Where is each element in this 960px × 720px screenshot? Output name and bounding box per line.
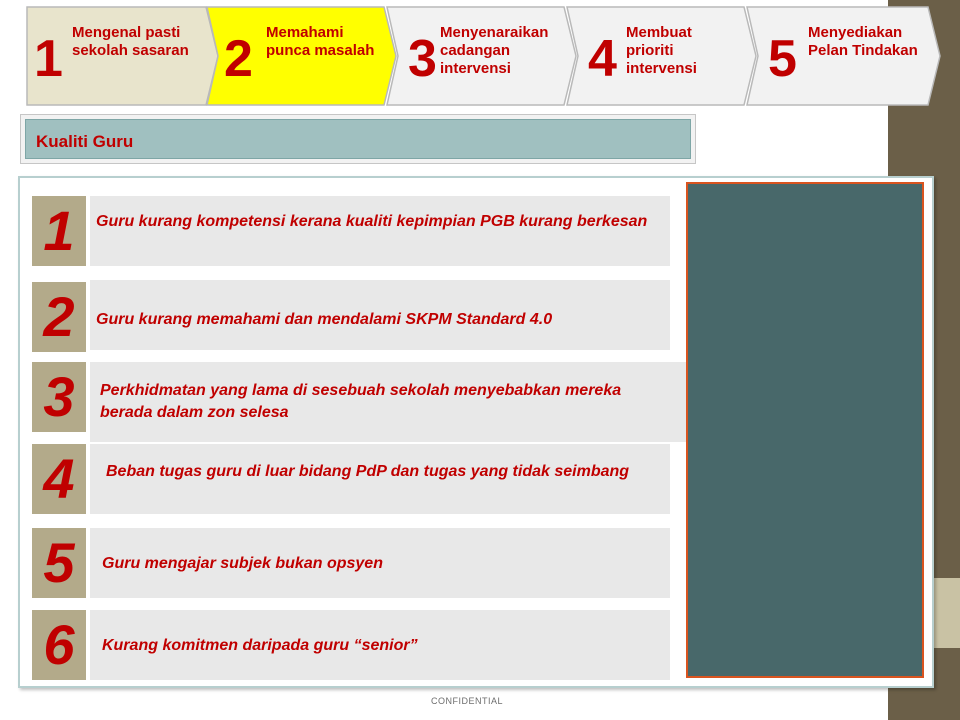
section-title: Kualiti Guru [36, 132, 134, 151]
step-2-label: Memahami punca masalah [266, 24, 375, 59]
cause-text: Kurang komitmen daripada guru “senior” [102, 637, 418, 654]
cause-text: Guru mengajar subjek bukan opsyen [102, 555, 383, 572]
cause-number-box [32, 362, 86, 432]
cause-text-bar [90, 196, 670, 266]
step-3[interactable] [386, 6, 580, 106]
step-2[interactable] [206, 6, 400, 106]
cause-text-bar [90, 528, 670, 598]
step-1[interactable] [26, 6, 220, 106]
decorative-side-accent [934, 578, 960, 648]
footer [0, 696, 960, 706]
side-content-box [686, 182, 924, 678]
cause-number-box [32, 528, 86, 598]
cause-number: 3 [43, 365, 75, 428]
cause-text: Guru kurang memahami dan mendalami SKPM Standard 4.0 [96, 311, 553, 328]
step-1-number: 1 [34, 30, 63, 88]
footer-confidential: CONFIDENTIAL [430, 696, 503, 706]
section-title-inner [25, 119, 691, 159]
step-1-label: Mengenal pasti sekolah sasaran [72, 24, 189, 59]
cause-text-bar [90, 280, 670, 350]
cause-text-bar [90, 444, 670, 514]
cause-text: Perkhidmatan yang lama di sesebuah sekolah menyebabkan mereka berada dalam zon selesa [100, 382, 622, 421]
step-5[interactable] [746, 6, 942, 106]
cause-number-box [32, 610, 86, 680]
cause-text: Beban tugas guru di luar bidang PdP dan tugas yang tidak seimbang [106, 463, 630, 480]
cause-text-bar [90, 362, 688, 442]
cause-number-box [32, 196, 86, 266]
step-5-label: Menyediakan Pelan Tindakan [808, 24, 918, 59]
cause-number-box [32, 282, 86, 352]
step-3-label: Menyenaraikan cadangan intervensi [440, 24, 549, 77]
step-3-number: 3 [408, 30, 437, 88]
step-2-number: 2 [224, 30, 253, 88]
cause-number: 4 [43, 447, 75, 510]
step-5-number: 5 [768, 30, 797, 88]
section-title-bar [20, 114, 696, 164]
cause-number: 6 [43, 613, 75, 676]
step-4[interactable] [566, 6, 760, 106]
cause-text-bar [90, 610, 670, 680]
cause-text: Guru kurang kompetensi kerana kualiti kepimpian PGB kurang berkesan [96, 213, 648, 230]
cause-number: 1 [43, 199, 75, 262]
cause-number: 2 [43, 285, 75, 348]
cause-number: 5 [43, 531, 75, 594]
step-4-number: 4 [588, 30, 617, 88]
step-4-label: Membuat prioriti intervensi [626, 24, 697, 77]
process-steps [26, 6, 946, 106]
cause-number-box [32, 444, 86, 514]
